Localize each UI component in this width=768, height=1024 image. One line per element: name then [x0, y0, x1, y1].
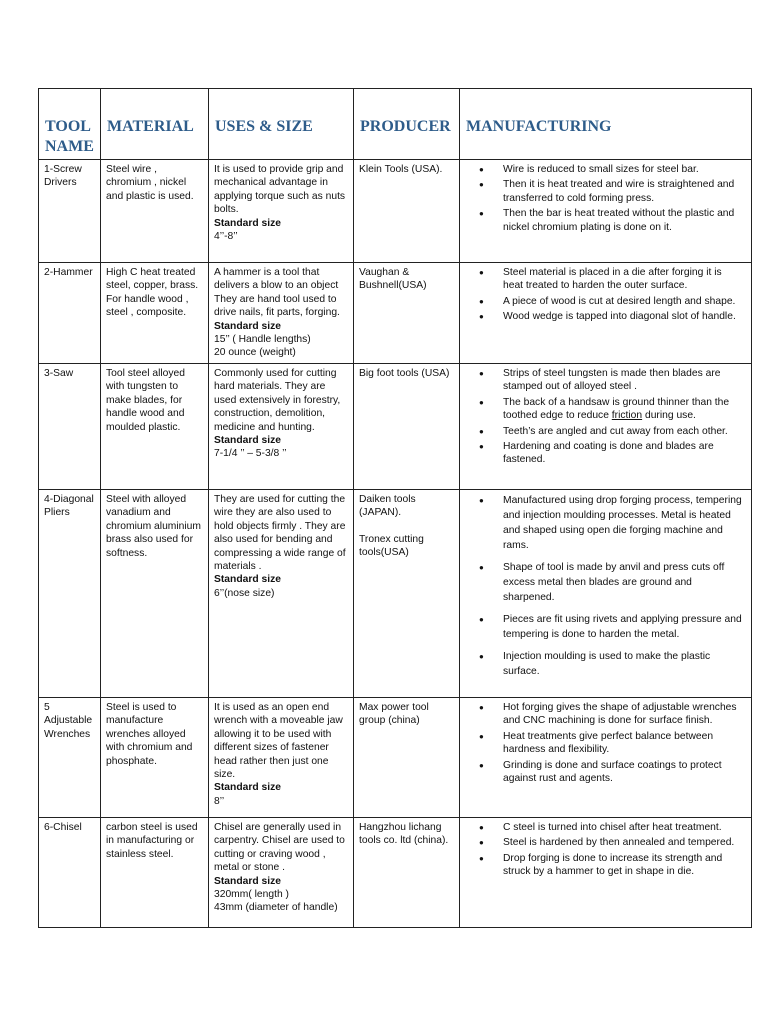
manufacturing-cell — [460, 364, 752, 490]
manufacturing-cell — [460, 490, 752, 698]
producer-text: Klein Tools (USA). — [359, 164, 443, 175]
underlined-word: friction — [611, 410, 643, 422]
material-cell: High C heat treated steel, copper, brass. For handle wood , steel , composite. — [101, 263, 209, 364]
size-value: 43mm (diameter of handle) — [214, 902, 338, 914]
uses-text: Commonly used for cutting hard materials. They are used extensively in forestry, construction, demolition, medicine and hunting. — [214, 368, 341, 433]
manufacturing-list — [465, 821, 746, 879]
tool-name-cell: 5 Adjustable Wrenches — [39, 698, 101, 818]
list-item: ● Strips of steel tungsten is made then blades are stamped out of alloyed steel . — [503, 367, 746, 394]
list-item: ● Drop forging is done to increase its strength and struck by a hammer to get in shape in die. — [503, 852, 746, 879]
size-value: 20 ounce (weight) — [214, 347, 296, 359]
tool-name-cell: 1-Screw Drivers — [39, 160, 101, 263]
size-label: Standard size — [214, 435, 281, 447]
list-item: ● Grinding is done and surface coatings to protect against rust and agents. — [503, 759, 746, 786]
manufacturing-cell — [460, 818, 752, 928]
list-item: ● Pieces are fit using rivets and applying pressure and tempering is done to harden the metal. — [503, 612, 746, 642]
manufacturing-cell — [460, 698, 752, 818]
header-producer: PRODUCER — [354, 89, 460, 160]
size-value: 15’’ ( Handle lengths) — [214, 334, 311, 346]
uses-size-cell — [209, 818, 354, 928]
producer-cell — [354, 490, 460, 698]
table-row — [39, 818, 752, 928]
size-label: Standard size — [214, 875, 281, 887]
list-item: ● Heat treatments give perfect balance between hardness and flexibility. — [503, 730, 746, 757]
list-item: ● The back of a handsaw is ground thinner than the toothed edge to reduce friction during use. — [503, 396, 746, 423]
tool-name-cell: 6-Chisel — [39, 818, 101, 928]
producer-text: Hangzhou lichang tools co. ltd (china). — [359, 822, 449, 847]
uses-text: It is used to provide grip and mechanical advantage in applying torque such as nuts bolts. — [214, 164, 346, 216]
table-row — [39, 698, 752, 818]
uses-size-cell — [209, 490, 354, 698]
table-row — [39, 263, 752, 364]
list-item: ● Wire is reduced to small sizes for steel bar. — [503, 163, 746, 176]
table-row — [39, 490, 752, 698]
manufacturing-list — [465, 701, 746, 785]
header-uses-size: USES & SIZE — [209, 89, 354, 160]
header-manufacturing: MANUFACTURING — [460, 89, 752, 160]
uses-size-cell — [209, 160, 354, 263]
table-row — [39, 160, 752, 263]
list-item: ● Then it is heat treated and wire is straightened and transferred to cold forming press. — [503, 178, 746, 205]
uses-size-cell — [209, 364, 354, 490]
size-label: Standard size — [214, 320, 281, 332]
list-item: ● Steel is hardened by then annealed and tempered. — [503, 836, 746, 849]
producer-text: Tronex cutting tools(USA) — [359, 533, 424, 559]
manufacturing-list — [465, 367, 746, 467]
list-item: ● Wood wedge is tapped into diagonal slot of handle. — [503, 310, 746, 323]
list-item: ● Teeth’s are angled and cut away from each other. — [503, 425, 746, 438]
material-cell: Tool steel alloyed with tungsten to make blades, for handle wood and moulded plastic. — [101, 364, 209, 490]
producer-text: Big foot tools (USA) — [359, 368, 450, 379]
producer-text: Daiken tools (JAPAN). — [359, 494, 416, 519]
size-label: Standard size — [214, 574, 281, 586]
uses-text: Chisel are generally used in carpentry. Chisel are used to cutting or craving wood , metal or stone . — [214, 822, 345, 874]
header-row — [39, 89, 752, 160]
uses-text: They are used for cutting the wire they are also used to hold objects firmly . They are also used for bending and compressing a wide range of materials . — [214, 494, 346, 573]
table-row — [39, 364, 752, 490]
tools-table — [38, 88, 752, 928]
header-tool-name: TOOL NAME — [39, 89, 101, 160]
producer-cell — [354, 818, 460, 928]
producer-cell — [354, 263, 460, 364]
manufacturing-list — [465, 493, 746, 679]
uses-text: It is used as an open end wrench with a moveable jaw allowing it to be used with different sizes of fastener head rather then just one size. — [214, 702, 343, 781]
material-cell: Steel is used to manufacture wrenches alloyed with chromium and phosphate. — [101, 698, 209, 818]
material-cell: carbon steel is used in manufacturing or stainless steel. — [101, 818, 209, 928]
uses-text: A hammer is a tool that delivers a blow to an object They are hand tool used to drive nails, fit parts, forging. — [214, 267, 340, 319]
producer-cell — [354, 160, 460, 263]
uses-size-cell — [209, 698, 354, 818]
size-label: Standard size — [214, 782, 281, 794]
manufacturing-cell — [460, 263, 752, 364]
list-item: ● Hardening and coating is done and blades are fastened. — [503, 440, 746, 467]
size-value: 4’’-8’’ — [214, 231, 238, 243]
size-value: 320mm( length ) — [214, 889, 289, 901]
size-value: 7-1/4 ’’ – 5-3/8 ’’ — [214, 448, 287, 460]
list-item: ● A piece of wood is cut at desired length and shape. — [503, 295, 746, 308]
producer-text: Max power tool group (china) — [359, 702, 429, 727]
material-cell: Steel wire , chromium , nickel and plastic is used. — [101, 160, 209, 263]
manufacturing-list — [465, 163, 746, 234]
producer-cell — [354, 698, 460, 818]
list-item: ● Injection moulding is used to make the plastic surface. — [503, 649, 746, 679]
tool-name-cell: 3-Saw — [39, 364, 101, 490]
uses-size-cell — [209, 263, 354, 364]
manufacturing-cell — [460, 160, 752, 263]
header-material: MATERIAL — [101, 89, 209, 160]
size-value: 8’’ — [214, 795, 225, 807]
manufacturing-list — [465, 266, 746, 324]
list-item: ● Then the bar is heat treated without the plastic and nickel chromium plating is done on it. — [503, 207, 746, 234]
producer-text: Vaughan & Bushnell(USA) — [359, 267, 427, 292]
producer-cell — [354, 364, 460, 490]
list-item: ● Manufactured using drop forging process, tempering and injection moulding processes. Metal is heated and shaped using open die forging machine and rams. — [503, 493, 746, 553]
list-item: ● Hot forging gives the shape of adjustable wrenches and CNC machining is done for surface finish. — [503, 701, 746, 728]
material-cell: Steel with alloyed vanadium and chromium aluminium brass also used for softness. — [101, 490, 209, 698]
list-item: ● C steel is turned into chisel after heat treatment. — [503, 821, 746, 834]
tool-name-cell: 4-Diagonal Pliers — [39, 490, 101, 698]
list-item: ● Steel material is placed in a die after forging it is heat treated to harden the outer surface. — [503, 266, 746, 293]
size-label: Standard size — [214, 217, 281, 229]
size-value: 6’’(nose size) — [214, 587, 275, 599]
tool-name-cell: 2-Hammer — [39, 263, 101, 364]
list-item: ● Shape of tool is made by anvil and press cuts off excess metal then blades are ground and sharpened. — [503, 560, 746, 605]
